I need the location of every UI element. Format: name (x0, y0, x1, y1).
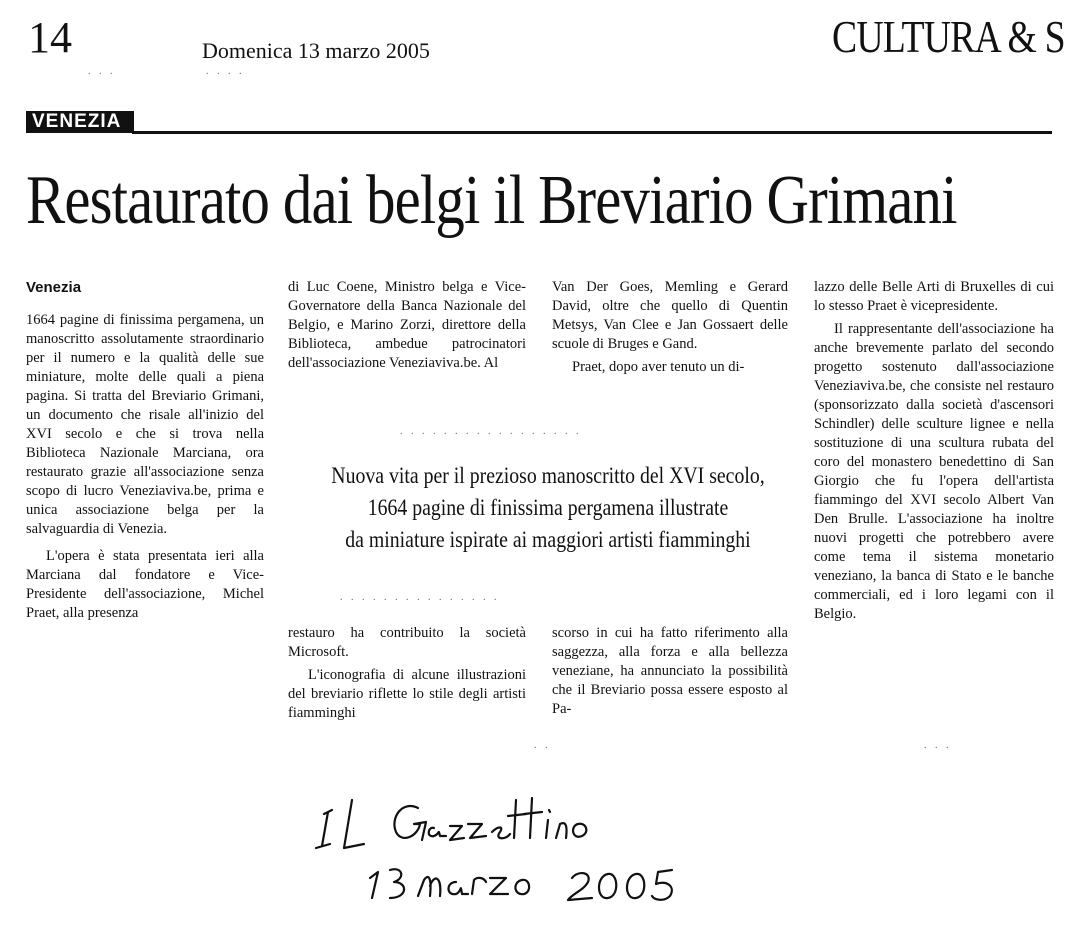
column-2-paragraph-1: di Luc Coene, Ministro belga e Vice-Governatore della Banca Nazionale del Belgio, e Marino Zorzi, direttore della Biblioteca, ambedue patrocinatori dell'associazione Veneziaviva.be. Al (288, 279, 526, 371)
subhead-line-2: 1664 pagine di finissima pergamena illustrate (367, 495, 729, 520)
subhead-line-3: da miniature ispirate ai maggiori artisti fiamminghi (345, 527, 751, 552)
column-3-paragraph-1: Van Der Goes, Memling e Gerard David, oltre che quello di Quentin Metsys, Van Clee e Jan Gossaert delle scuole di Bruges e Gand. (552, 279, 788, 352)
article-column-3-bottom (552, 624, 788, 719)
header-dots-mid: . . . . (206, 66, 245, 77)
subhead-dots-bottom: . . . . . . . . . . . . . . . (340, 592, 500, 603)
subhead-dots-top: . . . . . . . . . . . . . . . . . (400, 426, 582, 437)
column-2-paragraph-3: L'iconografia di alcune illustrazioni del breviario riflette lo stile degli artisti fiamminghi (288, 667, 526, 721)
column-4-paragraph-2: Il rappresentante dell'associazione ha anche brevemente parlato del secondo progetto sostenuto dall'associazione Veneziaviva.be, che consiste nel restauro (sponsorizzato dalla società d'ascensori Schindler) delle sculture lignee e nella sostituzione di una scultura rubata del coro del monastero benedettino di San Giorgio che fu l'opera dell'artista fiammingo del XVI secolo Albert Van Den Brulle. L'associazione ha inoltre nuovi progetti che potrebbero avere come tema il sistema monetario veneziano, la banca di Stato e le banche commerciali, ed i loro legami con il Belgio. (814, 321, 1054, 622)
article-column-3-top (552, 278, 788, 377)
handwriting-drawing (310, 770, 710, 910)
article-column-1 (26, 278, 264, 623)
column-2-paragraph-2: restauro ha contribuito la società Microsoft. (288, 625, 526, 660)
header-dots-left: . . . (88, 66, 116, 77)
column-3-paragraph-3: scorso in cui ha fatto riferimento alla saggezza, alla forza e alla bellezza veneziane, ha annunciato la possibilità che il Breviario possa essere esposto al Pa- (552, 625, 788, 717)
column-1-paragraph-1: 1664 pagine di finissima pergamena, un manoscritto assolutamente straordinario per il numero e la qualità delle sue miniature, molte delle quali a piena pagina. Si tratta del Breviario Grimani, un documento che risale all'inizio del XVI secolo e che si trova nella Biblioteca Nazionale Marciana, ora restaurato grazie all'associazione senza scopo di lucro Veneziaviva.be, prima e unica associazione belga per la salvaguardia di Venezia. (26, 312, 264, 537)
footer-dots-right: . . . (924, 740, 952, 751)
subhead-line-1: Nuova vita per il prezioso manoscritto del XVI secolo, (331, 463, 765, 488)
section-title: CULTURA & S (832, 11, 1065, 62)
dateline: Venezia (26, 279, 82, 296)
column-3-paragraph-2: Praet, dopo aver tenuto un di- (572, 359, 745, 375)
article-column-2-top (288, 278, 526, 373)
article-headline: Restaurato dai belgi il Breviario Grimani (26, 162, 957, 239)
column-4-paragraph-1: lazzo delle Belle Arti di Bruxelles di cui lo stesso Praet è vicepresidente. (814, 279, 1054, 314)
article-subhead (324, 460, 771, 556)
column-1-paragraph-2: L'opera è stata presentata ieri alla Marciana dal fondatore e Vice-Presidente dell'associazione, Michel Praet, alla presenza (26, 548, 264, 621)
kicker-rule (132, 131, 1052, 134)
header-date: Domenica 13 marzo 2005 (202, 38, 430, 63)
article-column-2-bottom (288, 624, 526, 723)
section-kicker: VENEZIA (26, 111, 134, 133)
handwritten-annotation (310, 770, 710, 910)
page-number: 14 (28, 13, 72, 62)
footer-dots-mid: . . (534, 740, 551, 751)
article-column-4 (814, 278, 1054, 624)
